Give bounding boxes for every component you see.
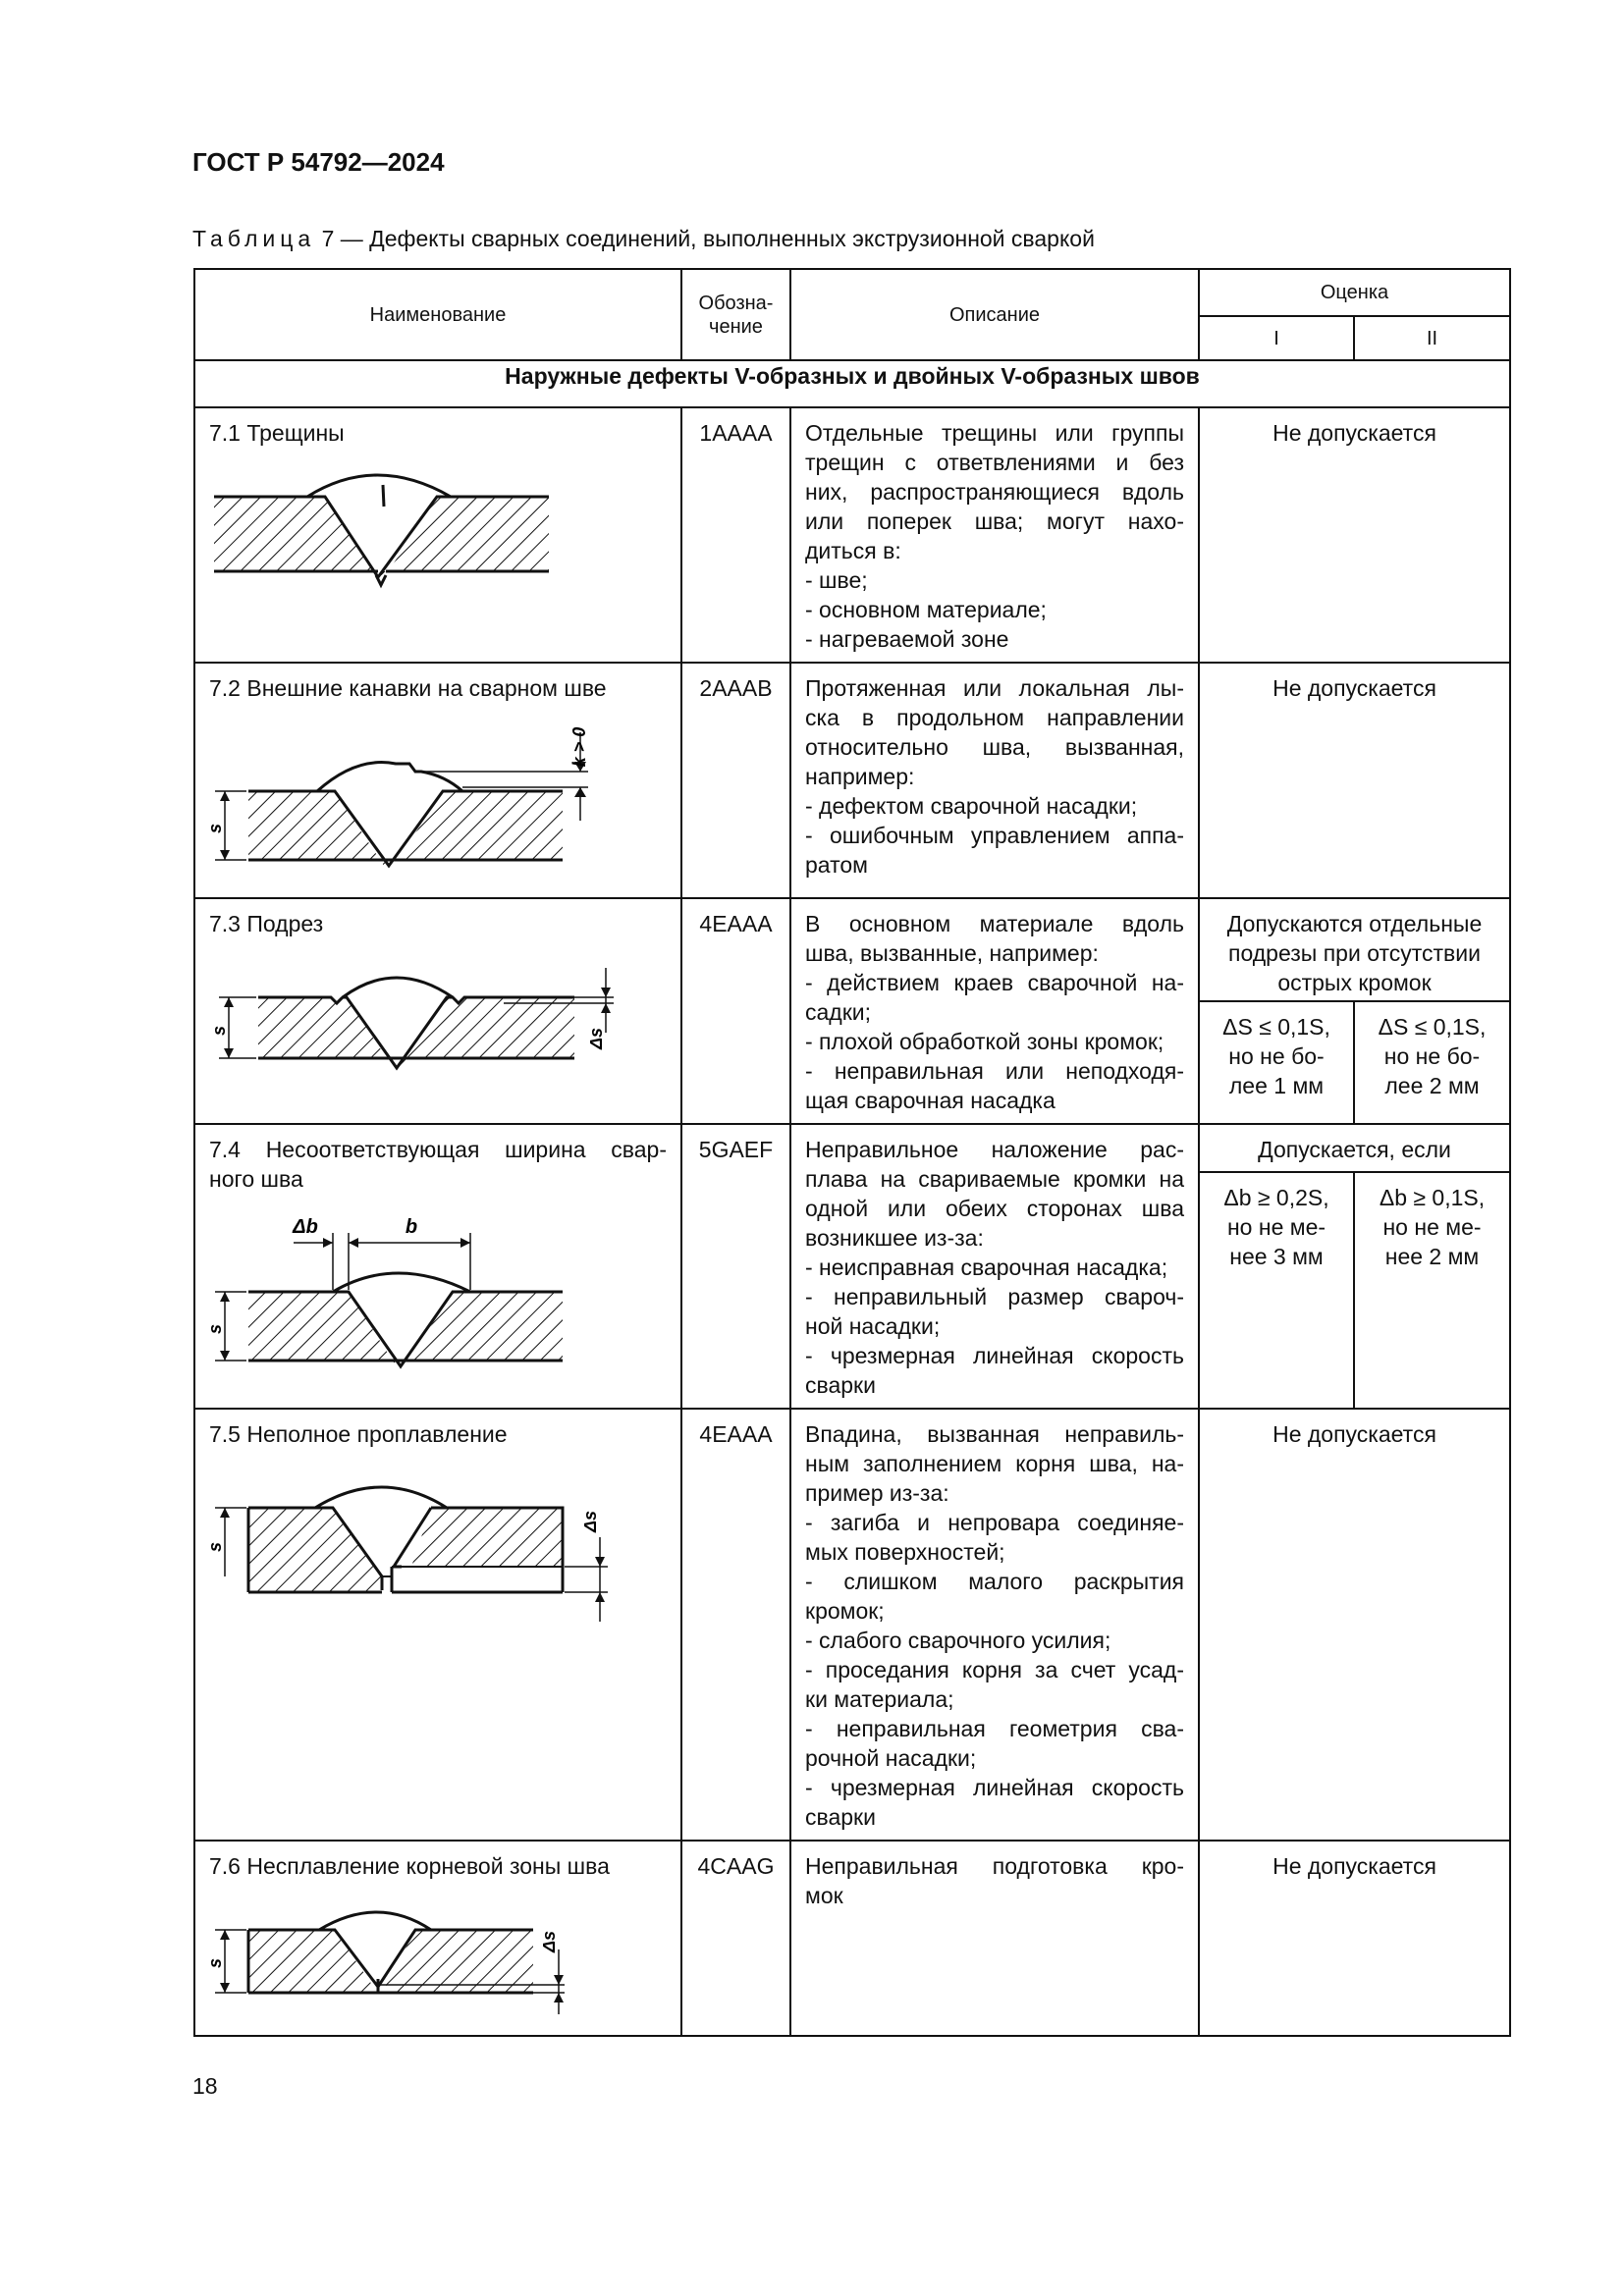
evaluation-line: Допускаются отдельные	[1226, 911, 1483, 936]
evaluation-line: Δb ≥ 0,1S,	[1379, 1184, 1486, 1210]
defect-evaluation: Не допускается	[1199, 1841, 1510, 2036]
description-line: щая сварочная насадка	[805, 1088, 1056, 1113]
defect-description	[790, 407, 1199, 663]
description-line: - ошибочным управлением аппа-	[805, 823, 1184, 848]
defects-table	[193, 268, 1511, 2037]
table-row	[194, 1409, 1510, 1841]
column-header-name: Наименование	[194, 269, 681, 360]
defect-evaluation	[1199, 898, 1510, 1001]
description-line: - неисправная сварочная насадка;	[805, 1255, 1168, 1280]
defect-code: 4EAAA	[681, 898, 790, 1124]
defect-name: 7.3 Подрез	[209, 911, 324, 936]
description-line: ска в продольном направлении	[805, 705, 1184, 730]
description-line: мых поверхностей;	[805, 1539, 1005, 1565]
description-line: возникшее из-за:	[805, 1225, 984, 1251]
incomplete-penetration-diagram	[205, 1459, 631, 1626]
description-line: них, распространяющиеся вдоль	[805, 479, 1184, 505]
evaluation-line: нее 3 мм	[1229, 1243, 1324, 1269]
table-caption	[192, 226, 1095, 252]
table-row	[194, 663, 1510, 898]
evaluation-line: подрезы при отсутствии	[1228, 940, 1481, 966]
thickness-label: s	[209, 1025, 229, 1037]
description-line: - основном материале;	[805, 597, 1047, 622]
defect-name: 7.5 Неполное проплавление	[209, 1421, 508, 1447]
description-line: одной или обеих сторонах шва	[805, 1196, 1184, 1221]
column-header-code-line1: Обозна-	[698, 292, 774, 314]
description-line: кромок;	[805, 1598, 885, 1624]
root-lack-of-fusion-diagram	[205, 1891, 622, 2008]
table-header-row	[194, 269, 1510, 316]
defect-name-continued: ного шва	[209, 1166, 303, 1192]
description-line: диться в:	[805, 538, 901, 563]
description-line: - плохой обработкой зоны кромок;	[805, 1029, 1164, 1054]
evaluation-line: острых кромок	[1277, 970, 1432, 995]
b-label: b	[405, 1216, 418, 1238]
description-line: - слишком малого раскрытия	[805, 1569, 1184, 1594]
column-header-code-line2: чение	[709, 315, 763, 338]
description-line: садки;	[805, 999, 872, 1025]
description-line: Впадина, вызванная неправиль-	[805, 1421, 1184, 1447]
table-row	[194, 1124, 1510, 1172]
defect-name-cell	[194, 1409, 681, 1841]
defect-name-cell	[194, 1841, 681, 2036]
defect-evaluation: Допускается, если	[1199, 1124, 1510, 1172]
column-header-description: Описание	[790, 269, 1199, 360]
evaluation-line: нее 2 мм	[1384, 1243, 1480, 1269]
defect-description	[790, 1841, 1199, 2036]
defect-evaluation: Не допускается	[1199, 407, 1510, 663]
evaluation-line: но не бо-	[1383, 1042, 1481, 1069]
description-line: сварки	[805, 1372, 876, 1398]
external-groove-diagram	[205, 713, 622, 870]
defect-name: 7.1 Трещины	[209, 420, 345, 446]
evaluation-line: ΔS ≤ 0,1S,	[1378, 1013, 1487, 1040]
description-line: шва, вызванные, например:	[805, 940, 1099, 966]
evaluation-line: Δb ≥ 0,2S,	[1223, 1184, 1329, 1210]
evaluation-line: но не ме-	[1382, 1213, 1482, 1240]
table-caption-text: 7 — Дефекты сварных соединений, выполненных экструзионной сваркой	[315, 226, 1095, 251]
thickness-label: s	[205, 1323, 225, 1335]
evaluation-line: ΔS ≤ 0,1S,	[1222, 1013, 1330, 1040]
description-line: - загиба и непровара соединяе-	[805, 1510, 1184, 1535]
description-line: - чрезмерная линейная скорость	[805, 1343, 1184, 1368]
description-line: например:	[805, 764, 915, 789]
column-header-level-1: I	[1199, 316, 1354, 360]
defect-name-cell	[194, 663, 681, 898]
column-header-code	[681, 269, 790, 360]
evaluation-line: но не ме-	[1226, 1213, 1326, 1240]
description-line: ки материала;	[805, 1686, 954, 1712]
defect-code: 4CAAG	[681, 1841, 790, 2036]
description-line: относительно шва, вызванная,	[805, 734, 1184, 760]
description-line: Отдельные трещины или группы	[805, 420, 1184, 446]
thickness-label: s	[205, 1957, 225, 1969]
description-line: Неправильное наложение рас-	[805, 1137, 1184, 1162]
table-caption-label: Таблица	[192, 226, 316, 251]
defect-description	[790, 663, 1199, 898]
defect-name: 7.6 Несплавление корневой зоны шва	[209, 1853, 610, 1879]
description-line: ным заполнением корня шва, на-	[805, 1451, 1184, 1476]
thickness-label: s	[205, 823, 225, 834]
description-line: - нагреваемой зоне	[805, 626, 1009, 652]
defect-code: 2AAAB	[681, 663, 790, 898]
defect-name-cell	[194, 407, 681, 663]
description-line: - действием краев сварочной на-	[805, 970, 1184, 995]
document-header: ГОСТ Р 54792—2024	[192, 147, 445, 177]
description-line: рочной насадки;	[805, 1745, 977, 1771]
description-line: - неправильная геометрия сва-	[805, 1716, 1184, 1741]
defect-code: 5GAEF	[681, 1124, 790, 1409]
description-line: - неправильная или неподходя-	[805, 1058, 1184, 1084]
defect-description	[790, 898, 1199, 1124]
description-line: ратом	[805, 852, 868, 878]
description-line: плава на свариваемые кромки на	[805, 1166, 1184, 1192]
table-row	[194, 407, 1510, 663]
section-title: Наружные дефекты V-образных и двойных V-образных швов	[194, 360, 1510, 407]
description-line: пример из-за:	[805, 1480, 949, 1506]
delta-s-label: Δs	[586, 1027, 606, 1050]
evaluation-line: лее 1 мм	[1228, 1072, 1325, 1098]
evaluation-level-2	[1354, 1001, 1510, 1124]
description-line: - проседания корня за счет усад-	[805, 1657, 1184, 1682]
table-row	[194, 1841, 1510, 2036]
defect-code: 4EAAA	[681, 1409, 790, 1841]
description-line: мок	[805, 1883, 843, 1908]
description-line: или поперек шва; могут нахо-	[805, 508, 1184, 534]
evaluation-level-1	[1199, 1172, 1354, 1409]
description-line: - дефектом сварочной насадки;	[805, 793, 1138, 819]
column-header-evaluation: Оценка	[1199, 269, 1510, 316]
defect-evaluation: Не допускается	[1199, 663, 1510, 898]
description-line: Протяженная или локальная лы-	[805, 675, 1184, 701]
weld-width-diagram	[205, 1203, 622, 1370]
page-number: 18	[192, 2073, 218, 2099]
description-line: В основном материале вдоль	[805, 911, 1184, 936]
description-line: Неправильная подготовка кро-	[805, 1853, 1184, 1879]
defect-name: 7.2 Внешние канавки на сварном шве	[209, 675, 607, 701]
column-header-level-2: II	[1354, 316, 1510, 360]
delta-b-label: Δb	[293, 1216, 318, 1238]
defect-name-cell	[194, 1124, 681, 1409]
defect-description	[790, 1409, 1199, 1841]
description-line: сварки	[805, 1804, 876, 1830]
defect-name-cell	[194, 898, 681, 1124]
evaluation-level-1	[1199, 1001, 1354, 1124]
evaluation-level-2	[1354, 1172, 1510, 1409]
defect-evaluation: Не допускается	[1199, 1409, 1510, 1841]
description-line: ной насадки;	[805, 1313, 941, 1339]
defect-name: 7.4 Несоответствующая ширина свар-	[209, 1137, 667, 1162]
k-dimension-label: k > 0	[569, 726, 589, 768]
description-line: - чрезмерная линейная скорость	[805, 1775, 1184, 1800]
crack-diagram	[209, 457, 563, 595]
delta-s-label: Δs	[580, 1510, 600, 1533]
defect-code: 1AAAA	[681, 407, 790, 663]
thickness-label: s	[205, 1541, 225, 1553]
defect-description	[790, 1124, 1199, 1409]
description-line: - шве;	[805, 567, 868, 593]
evaluation-line: но не бо-	[1228, 1042, 1325, 1069]
description-line: трещин с ответвлениями и без	[805, 450, 1184, 475]
description-line: - слабого сварочного усилия;	[805, 1628, 1111, 1653]
delta-s-label: Δs	[539, 1930, 559, 1953]
undercut-diagram	[209, 948, 622, 1076]
evaluation-line: лее 2 мм	[1384, 1072, 1480, 1098]
description-line: - неправильный размер свароч-	[805, 1284, 1184, 1309]
section-row	[194, 360, 1510, 407]
table-row	[194, 898, 1510, 1001]
